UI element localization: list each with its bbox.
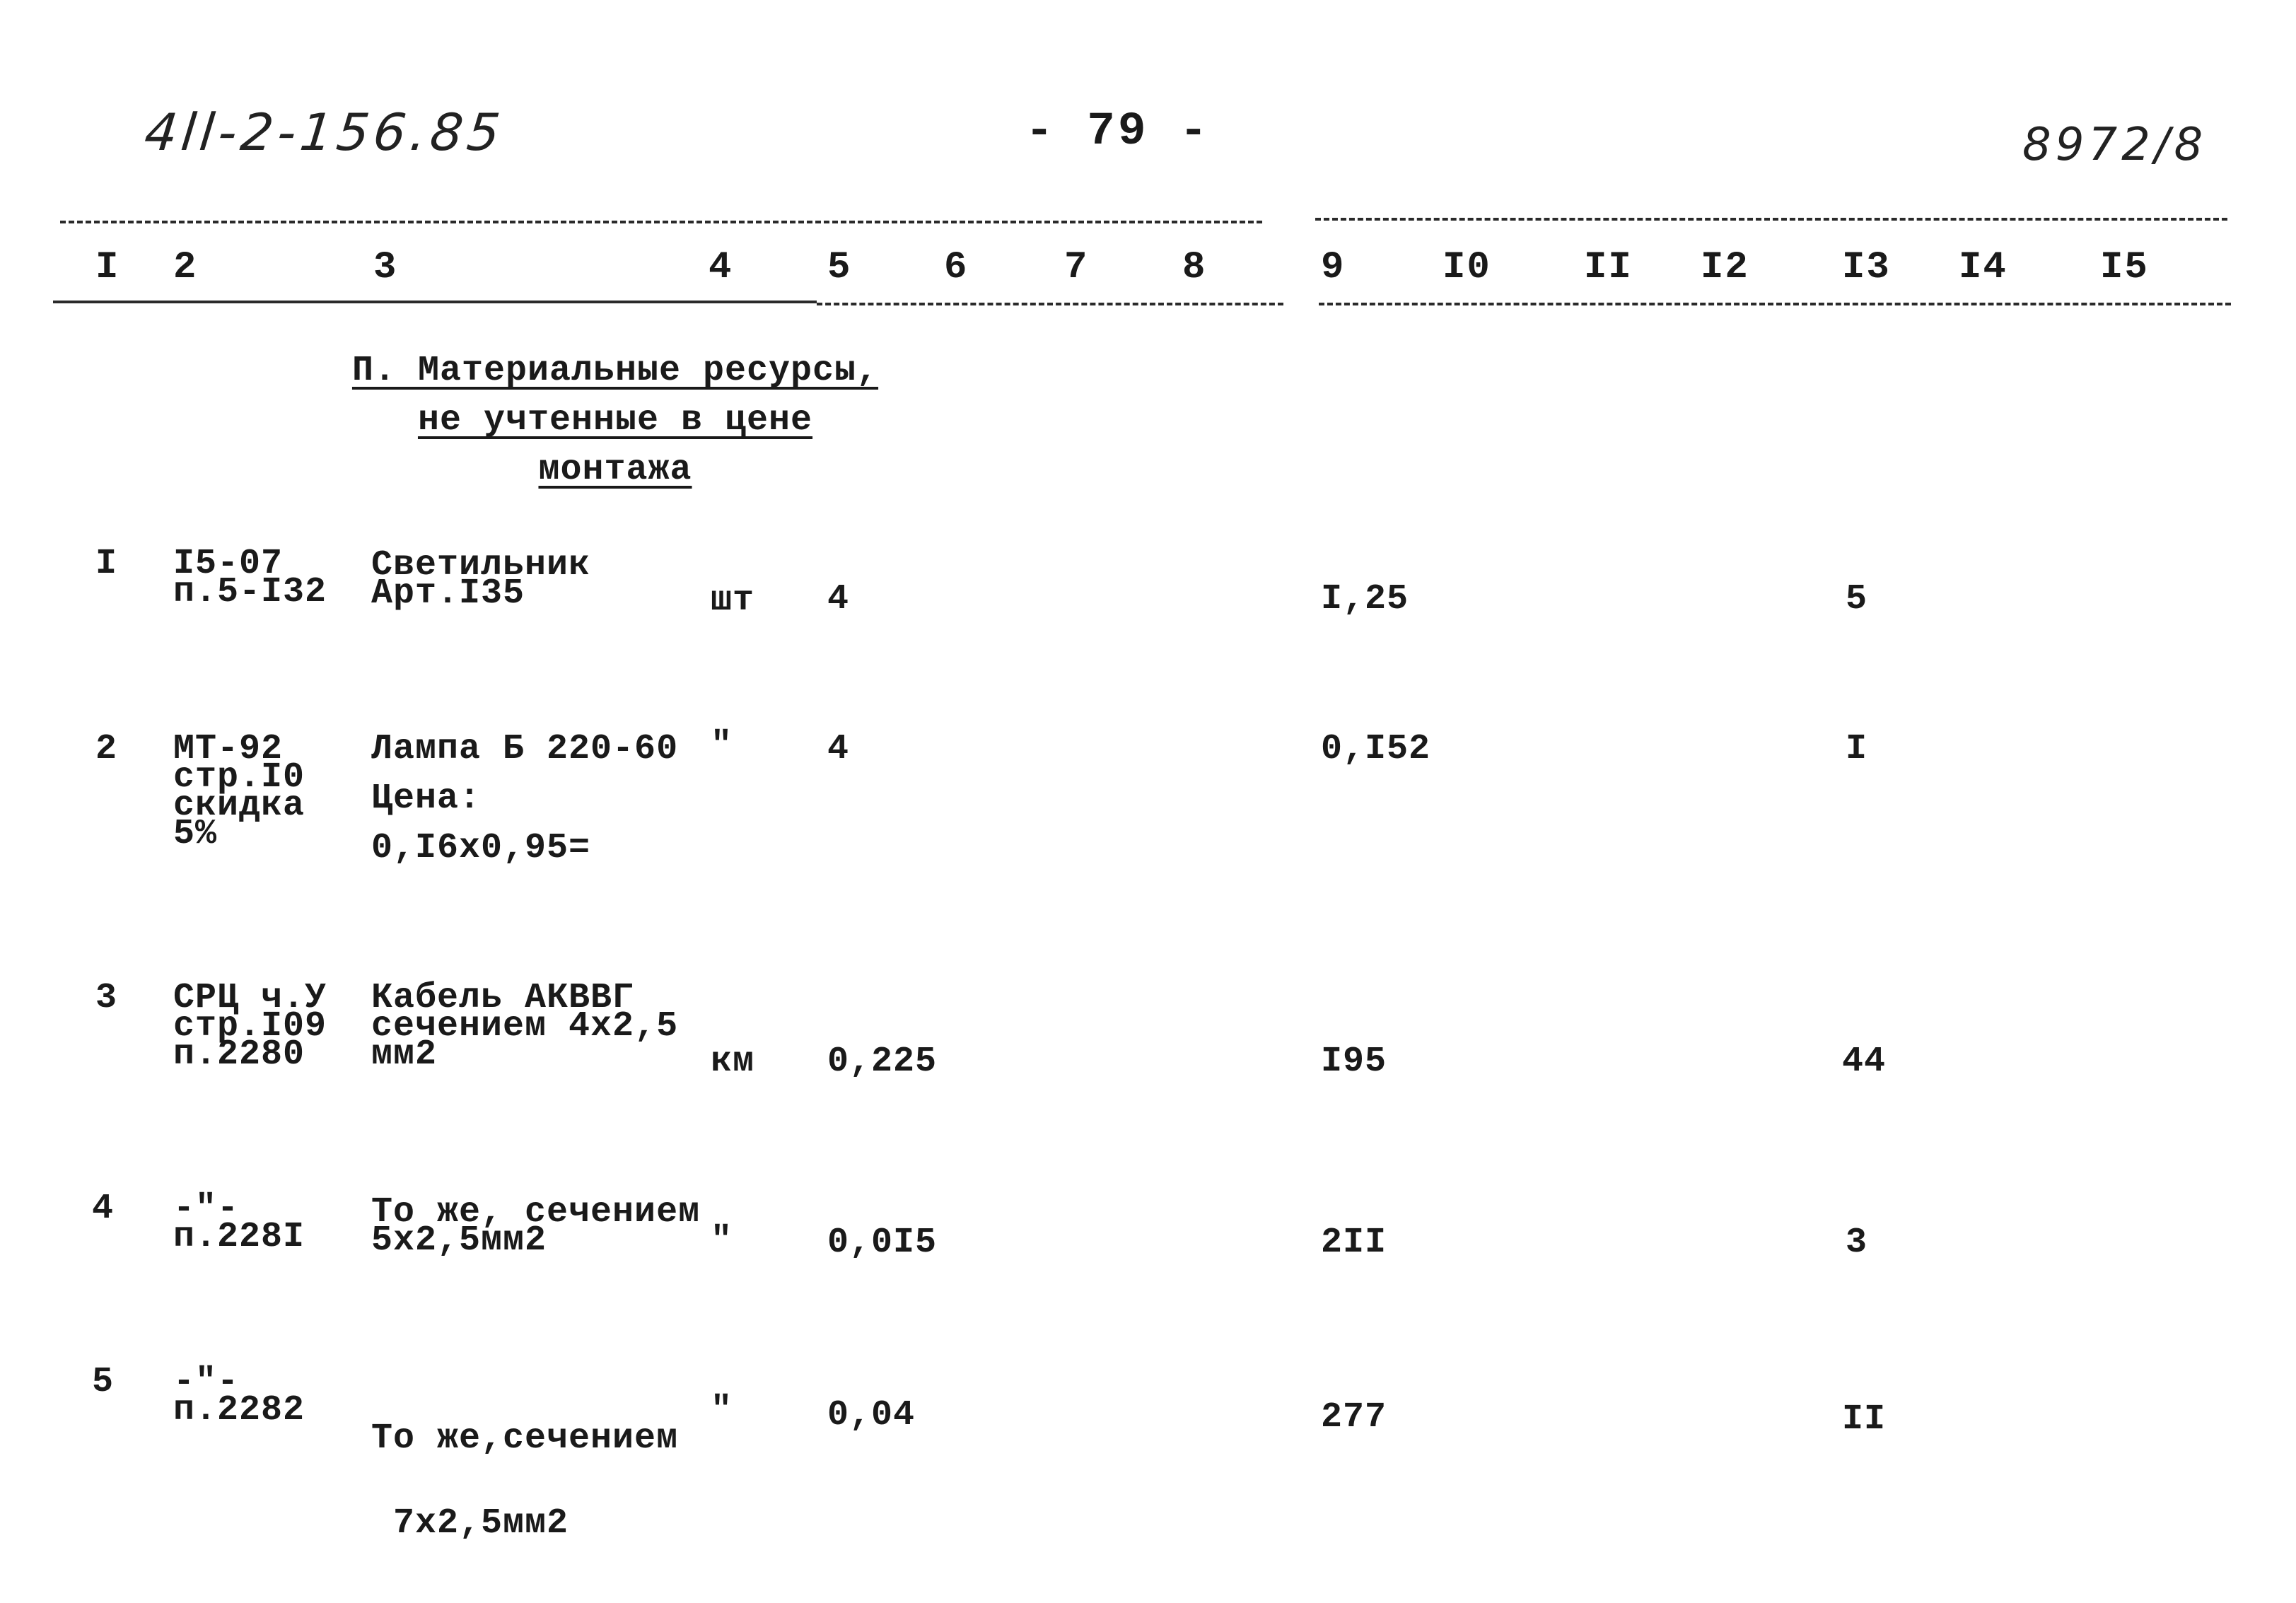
description-line: Арт.I35 bbox=[371, 573, 525, 614]
column-number-9: 9 bbox=[1321, 246, 1346, 289]
row-number: 4 bbox=[92, 1189, 115, 1229]
column-number-7: 7 bbox=[1064, 246, 1089, 289]
row-unit: " bbox=[711, 725, 733, 766]
column-number-15: I5 bbox=[2100, 246, 2149, 289]
reference-line: стр.I0 bbox=[173, 757, 305, 798]
column-number-1: I bbox=[95, 246, 120, 289]
row-description bbox=[371, 1368, 678, 1595]
header-bottom-rule-right bbox=[1319, 303, 2231, 305]
section-title-line-2: не учтенные в цене bbox=[417, 400, 813, 441]
description-line: 5х2,5мм2 bbox=[371, 1220, 547, 1261]
column-number-13: I3 bbox=[1842, 246, 1891, 289]
column-number-3: 3 bbox=[373, 246, 398, 289]
column-number-4: 4 bbox=[709, 246, 733, 289]
row-unit: " bbox=[711, 1220, 733, 1261]
header-bottom-rule-mid bbox=[817, 303, 1283, 305]
description-line: 0,I6х0,95= bbox=[371, 828, 591, 868]
page-number: - 79 - bbox=[1025, 105, 1211, 158]
row-description bbox=[371, 545, 591, 614]
row-number: 5 bbox=[92, 1362, 115, 1402]
column-number-12: I2 bbox=[1701, 246, 1749, 289]
row-number: 3 bbox=[95, 978, 118, 1018]
column-number-6: 6 bbox=[944, 246, 969, 289]
reference-line: стр.I09 bbox=[173, 1006, 327, 1047]
row-price: 2II bbox=[1321, 1223, 1387, 1263]
reference-line: -"- bbox=[173, 1362, 240, 1402]
row-reference bbox=[173, 544, 327, 612]
row-price: 0,I52 bbox=[1321, 729, 1431, 769]
row-quantity: 4 bbox=[827, 729, 850, 769]
sheet-code: 8972/8 bbox=[2022, 119, 2208, 171]
row-reference bbox=[173, 1189, 305, 1257]
row-quantity: 4 bbox=[827, 579, 850, 619]
reference-line: п.2280 bbox=[173, 1034, 305, 1075]
row-total: 3 bbox=[1846, 1223, 1868, 1263]
row-description bbox=[371, 1192, 701, 1261]
column-number-2: 2 bbox=[173, 246, 198, 289]
column-number-14: I4 bbox=[1959, 246, 2007, 289]
description-line: мм2 bbox=[371, 1034, 438, 1075]
description-line: сечением 4х2,5 bbox=[371, 1006, 679, 1047]
description-line: 7х2,5мм2 bbox=[371, 1503, 569, 1544]
row-unit: " bbox=[711, 1390, 733, 1430]
description-line: То же, сечением bbox=[371, 1192, 701, 1232]
reference-line: МТ-92 bbox=[173, 729, 284, 769]
row-quantity: 0,225 bbox=[827, 1042, 938, 1082]
column-number-5: 5 bbox=[827, 246, 852, 289]
document-code: 4ll-2-156.85 bbox=[141, 103, 507, 162]
row-reference bbox=[173, 1362, 305, 1430]
section-title-line-1: П. Материальные ресурсы, bbox=[351, 351, 879, 391]
table-top-rule-right bbox=[1315, 218, 2227, 221]
column-number-8: 8 bbox=[1182, 246, 1207, 289]
row-price: I,25 bbox=[1321, 579, 1409, 619]
row-total: 44 bbox=[1842, 1042, 1887, 1082]
row-number: 2 bbox=[95, 729, 118, 769]
description-line: Кабель АКВВГ bbox=[371, 978, 635, 1018]
section-title bbox=[311, 346, 919, 495]
row-unit: шт bbox=[711, 581, 755, 621]
reference-line: -"- bbox=[173, 1189, 240, 1229]
row-price: I95 bbox=[1321, 1042, 1387, 1082]
section-title-line-3: монтажа bbox=[538, 450, 692, 490]
reference-line: п.2282 bbox=[173, 1390, 305, 1430]
table-top-rule bbox=[60, 221, 1262, 223]
row-quantity: 0,0I5 bbox=[827, 1223, 938, 1263]
row-reference bbox=[173, 978, 327, 1075]
column-number-10: I0 bbox=[1443, 246, 1491, 289]
description-line: То же,сечением bbox=[371, 1418, 679, 1459]
reference-line: скидка bbox=[173, 786, 305, 826]
reference-line: I5-07 bbox=[173, 544, 284, 584]
row-number: I bbox=[95, 544, 118, 584]
header-bottom-rule bbox=[53, 301, 817, 303]
row-reference bbox=[173, 729, 305, 854]
row-unit: км bbox=[711, 1042, 755, 1082]
reference-line: 5% bbox=[173, 814, 218, 854]
row-total: I bbox=[1846, 729, 1868, 769]
reference-line: п.228I bbox=[173, 1217, 305, 1257]
row-description bbox=[371, 978, 679, 1075]
row-total: II bbox=[1842, 1399, 1887, 1440]
column-number-11: II bbox=[1584, 246, 1633, 289]
row-quantity: 0,04 bbox=[827, 1395, 916, 1435]
description-line: Светильник bbox=[371, 545, 591, 585]
row-price: 277 bbox=[1321, 1397, 1387, 1438]
reference-line: СРЦ ч.У bbox=[173, 978, 327, 1018]
description-line: Цена: bbox=[371, 779, 482, 819]
row-description bbox=[371, 725, 678, 873]
reference-line: п.5-I32 bbox=[173, 572, 327, 612]
row-total: 5 bbox=[1846, 579, 1868, 619]
description-line: Лампа Б 220-60 bbox=[371, 729, 679, 769]
